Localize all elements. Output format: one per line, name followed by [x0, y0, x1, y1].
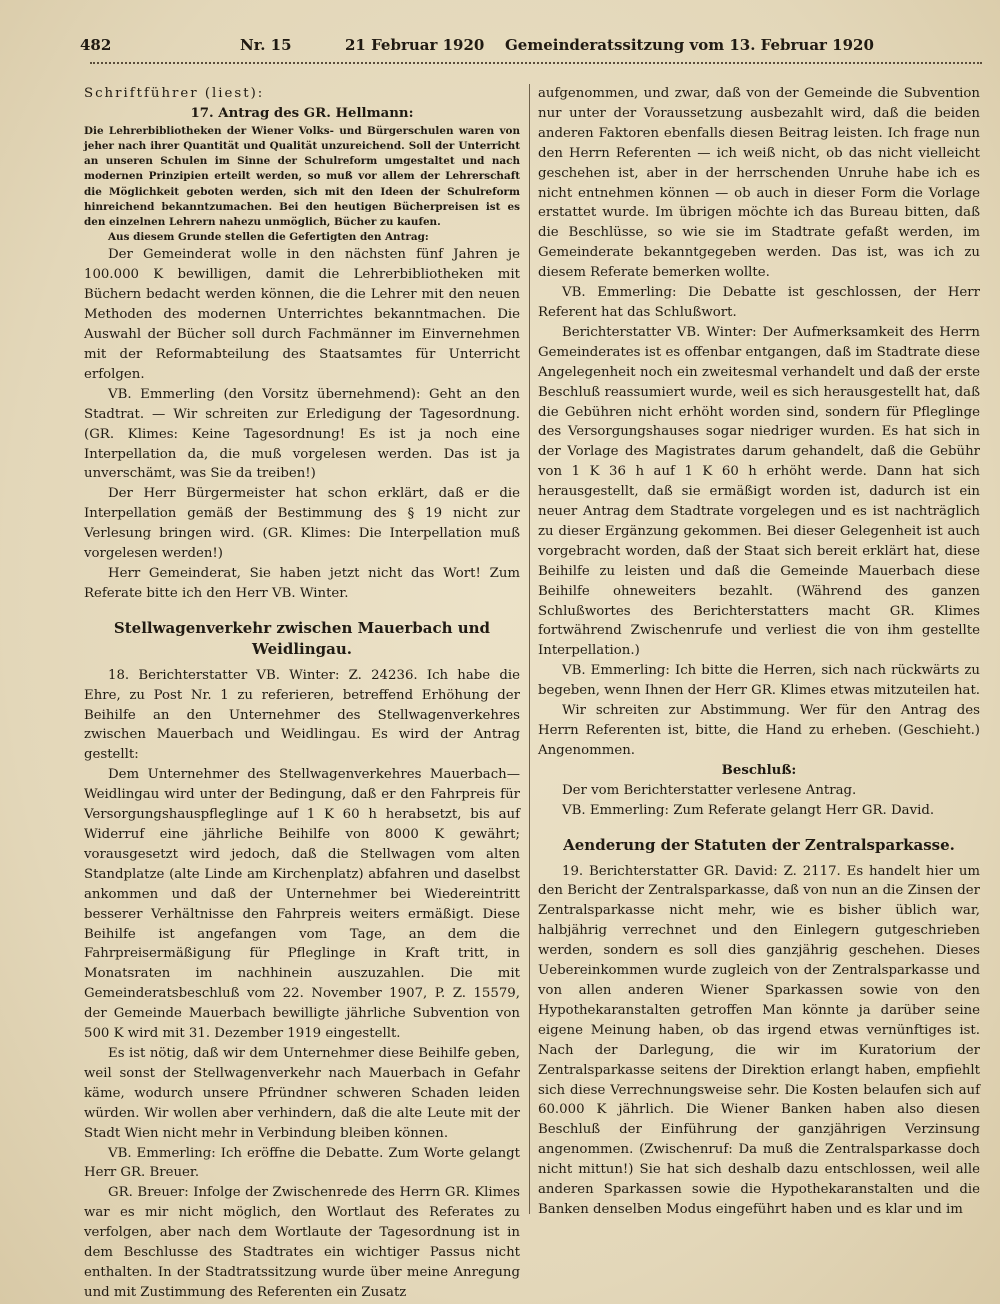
paragraph: GR. Breuer: Infolge der Zwischenrede des Herrn GR. Klimes war es mir nicht möglich, den Wortlaut des Referates zu verfolgen, aber nach dem Wortlaute der Tagesordnung ist in dem Beschlusse des Stadtrates ein wichtiger Passus nicht enthalten. In der Stadtratssitzung wurde über meine Anregung und mit Zustimmung des Referenten ein Zusatz: [84, 1185, 520, 1300]
paragraph: Der Gemeinderat wolle in den nächsten fünf Jahren je 100.000 K bewilligen, damit die Lehrerbibliotheken mit Büchern bedacht werden können, die die Lehrer mit den neuen Methoden des modernen Unterrichtes bekanntmachen. Die Auswahl der Bücher soll durch Fachmänner im Einvernehmen mit der Reformabteilung des Staatsamtes für Unterricht erfolgen.: [84, 247, 520, 382]
paragraph: Es ist nötig, daß wir dem Unternehmer diese Beihilfe geben, weil sonst der Stellwagenverkehr nach Mauerbach in Gefahr käme, wodurch unsere Pfründner schweren Schaden leiden würden. Wir wollen aber verhindern, daß die alte Leute mit der Stadt Wien nicht mehr in Verbindung bleiben können.: [84, 1045, 520, 1141]
paragraph: VB. Emmerling (den Vorsitz übernehmend): Geht an den Stadtrat. — Wir schreiten zur Erledigung der Tagesordnung. (GR. Klimes: Keine Tagesordnung! Es ist ja noch eine Interpellation da, die muß vorgelesen werden. Das ist ja unverschämt, was Sie da treiben!): [84, 386, 520, 482]
paragraph: Dem Unternehmer des Stellwagenverkehres Mauerbach—Weidlingau wird unter der Bedingung, daß er den Fahrpreis für Versorgungshauspfleglinge auf 1 K 60 h herabsetzt, bis auf Widerruf eine jährliche Beihilfe von 8000 K gewährt; vorausgesetzt wird jedoch, daß die Stellwagen vom alten Standplatze (alte Linde am Kirchenplatz) abfahren und daselbst ankommen und daß der Unternehmer bei Wiedereintritt besserer Verhältnisse den Fahrpreis weiters ermäßigt. Diese Beihilfe ist angefangen vom Tage, an dem die Fahrpreisermäßigung für Pfleglinge in Kraft tritt, in Monatsraten im nachhinein auszuzahlen. Die mit Gemeinderatsbeschluß vom 22. November 1907, P. Z. 15579, der Gemeinde Mauerbach bewilligte jährliche Subvention von 500 K wird mit 31. Dezember 1919 eingestellt.: [84, 767, 520, 1042]
right-column: [538, 84, 980, 1264]
paragraph: VB. Emmerling: Zum Referate gelangt Herr GR. David.: [562, 802, 935, 818]
paragraph: Aus diesem Grunde stellen die Gefertigten den Antrag:: [108, 231, 429, 244]
paragraph: Der vom Berichterstatter verlesene Antrag.: [562, 782, 857, 798]
section-heading: Stellwagenverkehr zwischen Mauerbach und Weidlingau.: [113, 618, 491, 658]
paragraph: Beschluß:: [721, 762, 797, 778]
paragraph: Der Herr Bürgermeister hat schon erklärt, daß er die Interpellation gemäß der Bestimmung des § 19 nicht zur Verlesung bringen wird. (GR. Klimes: Die Interpellation muß vorgelesen werden!): [84, 486, 520, 562]
issue-number: Nr. 15: [240, 36, 292, 54]
paragraph: 18. Berichterstatter VB. Winter: Z. 24236. Ich habe die Ehre, zu Post Nr. 1 zu referieren, betreffend Erhöhung der Beihilfe an den Unternehmer des Stellwagenverkehres zwischen Mauerbach und Weidlingau. Es wird der Antrag gestellt:: [84, 667, 520, 763]
header-rule: [90, 62, 982, 64]
paragraph: VB. Emmerling: Ich bitte die Herren, sich nach rückwärts zu begeben, wenn Ihnen der Herr GR. Klimes etwas mitzuteilen hat.: [538, 663, 981, 699]
paragraph: Herr Gemeinderat, Sie haben jetzt nicht das Wort! Zum Referate bitte ich den Herr VB. Winter.: [84, 565, 520, 601]
paragraph: aufgenommen, und zwar, daß von der Gemeinde die Subvention nur unter der Voraussetzung ausbezahlt wird, daß die beiden anderen Faktoren ebenfalls diesen Beitrag leisten. Ich frage nun den Herrn Referenten — ich weiß nicht, ob das nicht vielleicht geschehen ist, aber in der herrschenden Unruhe habe ich es nicht entnehmen können — ob auch in dieser Form die Vorlage erstattet wurde. Im übrigen möchte ich das Bureau bitten, daß die Beschlüsse, so wie sie im Stadtrate gefaßt werden, im Gemeinderate bekanntgegeben werden. Das ist, was ich zu diesem Referate bemerken wollte.: [538, 86, 980, 281]
paragraph: 19. Berichterstatter GR. David: Z. 2117. Es handelt hier um den Bericht der Zentralsparkasse, daß von nun an die Zinsen der Zentralsparkasse nicht mehr, wie es bisher üblich war, halbjährig verrechnet und den Einlegern gutgeschrieben werden, sondern es soll dies ganzjährig geschehen. Dieses Uebereinkommen wurde zugleich von der Zentralsparkasse und von allen anderen Wiener Sparkassen sowie von den Hypothekaranstalten getroffen Man könnte ja darüber seine eigene Meinung haben, ob das irgend etwas vernünftiges ist. Nach der Darlegung, die wir im Kuratorium der Zentralsparkasse seitens der Direktion erlangt haben, empfiehlt sich diese Verrechnungsweise sehr. Die Kosten belaufen sich auf 60.000 K jährlich. Die Wiener Banken haben also diesen Beschluß der Einführung der ganzjährigen Verzinsung angenommen. (Zwischenruf: Da muß die Zentralsparkasse doch nicht mittun!) Sie hat sich deshalb dazu entschlossen, weil alle anderen Sparkassen sowie die Hypothekaranstalten und die Banken denselben Modus eingeführt haben und es klar und im: [538, 863, 980, 1217]
issue-date: 21 Februar 1920: [345, 36, 485, 54]
section-heading: Aenderung der Statuten der Zentralsparkasse.: [563, 835, 955, 854]
paragraph: Berichterstatter VB. Winter: Der Aufmerksamkeit des Herrn Gemeinderates ist es offenbar entgangen, daß im Stadtrate diese Angelegenheit noch ein zweitesmal verhandelt und daß der erste Beschluß reassumiert wurde, weil es sich herausgestellt hat, daß die Gebühren nicht erhöht worden sind, sondern für Pfleglinge des Versorgungshauses sogar niedriger wurden. Es hat sich in der Vorlage des Magistrates darum gehandelt, daß die Gebühr von 1 K 36 h auf 1 K 60 h erhöht werde. Dann hat sich herausgestellt, daß sie ermäßigt worden ist, dadurch ist ein neuer Antrag dem Stadtrate vorgelegen und es ist nachträglich zu dieser Ergänzung gekommen. Bei dieser Gelegenheit ist auch vorgebracht worden, daß der Staat sich bereit erklärt hat, diese Beihilfe zu leisten und daß die Gemeinde Mauerbach diese Beihilfe ohneweiters bezahlt. (Während des ganzen Schlußwortes des Berichterstatters macht GR. Klimes fortwährend Zwischenrufe und verliest die von ihm gestellte Interpellation.): [538, 324, 980, 659]
running-title: Gemeinderatssitzung vom 13. Februar 1920: [505, 36, 874, 54]
column-divider: [529, 84, 530, 1214]
page-number: 482: [80, 36, 112, 54]
page-header: [80, 36, 980, 60]
paragraph: 17. Antrag des GR. Hellmann:: [190, 105, 414, 121]
paragraph: Schriftführer (liest):: [84, 86, 265, 101]
paragraph: VB. Emmerling: Ich eröffne die Debatte. Zum Worte gelangt Herr GR. Breuer.: [84, 1145, 520, 1181]
paragraph: Die Lehrerbibliotheken der Wiener Volks- und Bürgerschulen waren von jeher nach ihrer Quantität und Qualität unzureichend. Soll der Unterricht an unseren Schulen im Sinne der Schulreform umgestaltet und nach modernen Prinzipien erteilt werden, so muß vor allem der Lehrerschaft die Möglichkeit geboten werden, sich mit den Ideen der Schulreform hinreichend bekanntzumachen. Bei den heutigen Bücherpreisen ist es den einzelnen Lehrern nahezu unmöglich, Bücher zu kaufen.: [84, 124, 520, 229]
left-column: [84, 84, 520, 1300]
paragraph: Wir schreiten zur Abstimmung. Wer für den Antrag des Herrn Referenten ist, bitte, die Hand zu erheben. (Geschieht.) Angenommen.: [538, 703, 980, 758]
paragraph: VB. Emmerling: Die Debatte ist geschlossen, der Herr Referent hat das Schlußwort.: [538, 285, 980, 320]
